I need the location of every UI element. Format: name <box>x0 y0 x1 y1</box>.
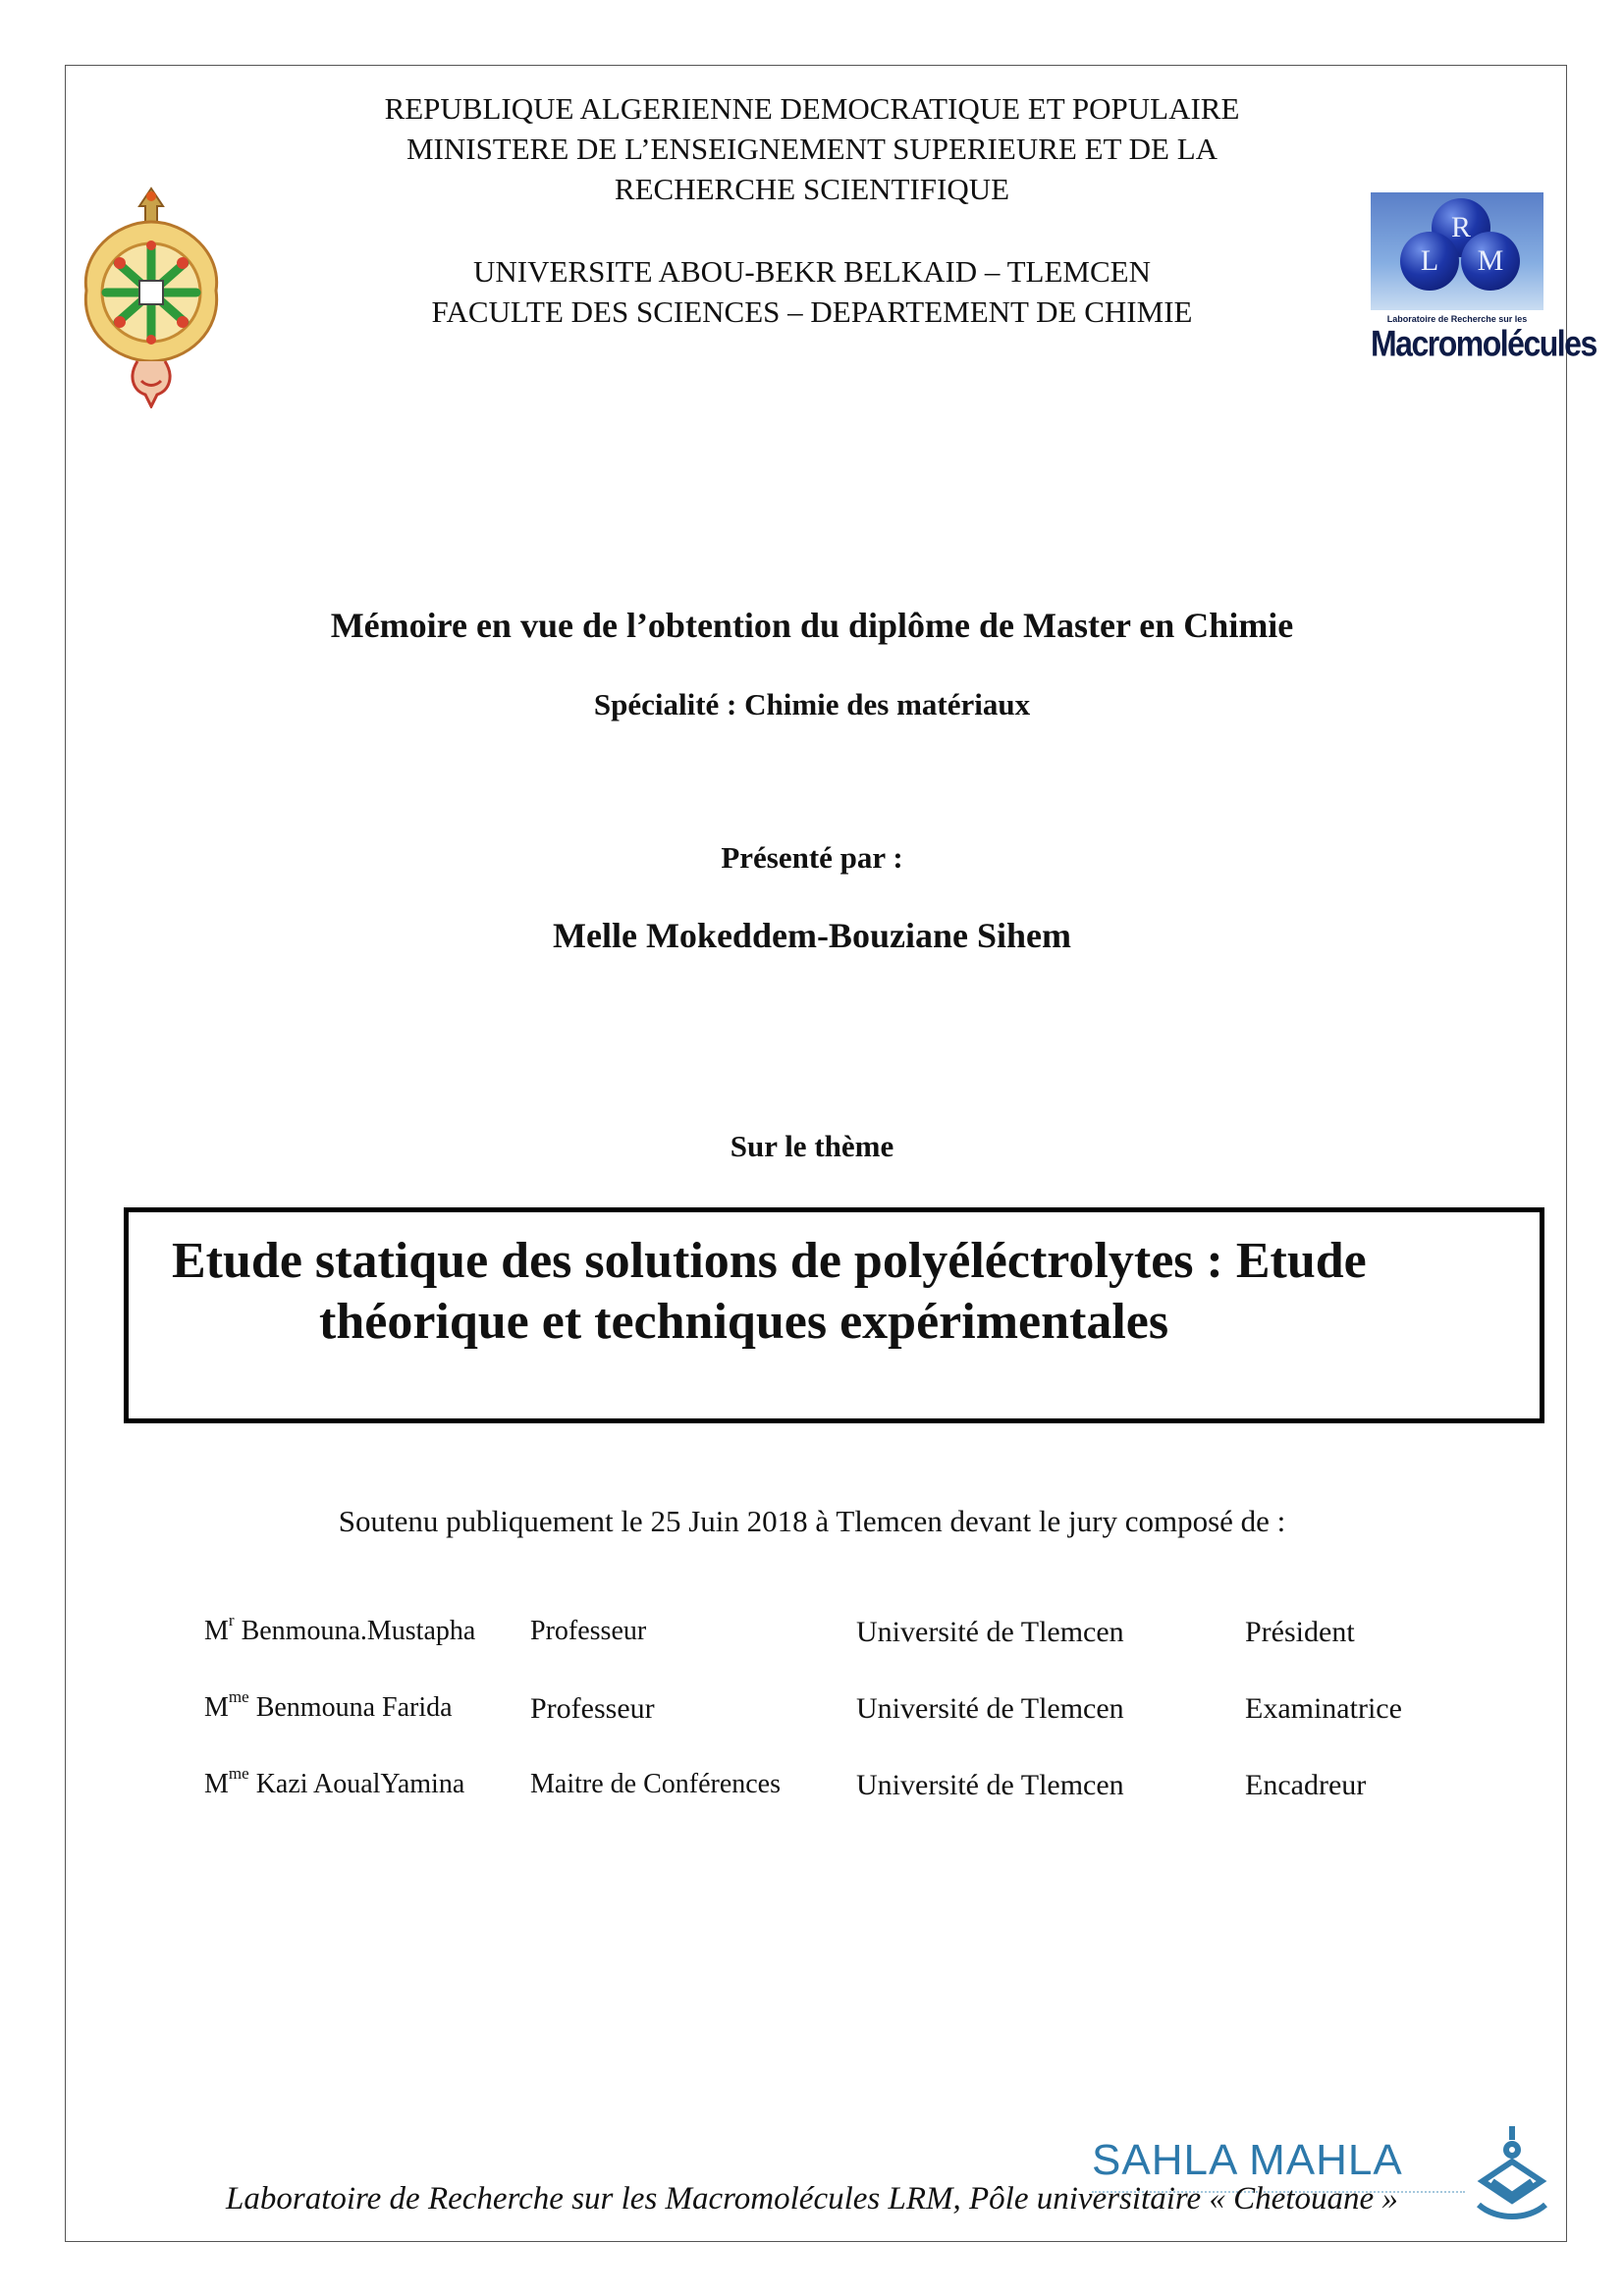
university-emblem-icon <box>79 185 224 408</box>
jury-member-rank: Professeur <box>530 1692 655 1725</box>
degree-title: Mémoire en vue de l’obtention du diplôme de Master en Chimie <box>330 606 1294 645</box>
jury-member-rank: Maitre de Conférences <box>530 1769 781 1799</box>
header-ministry: MINISTERE DE L’ENSEIGNEMENT SUPERIEURE ET DE LA <box>406 132 1218 166</box>
jury-member-institution: Université de Tlemcen <box>856 1769 1124 1801</box>
jury-member-role: Président <box>1245 1616 1355 1648</box>
jury-member-role: Examinatrice <box>1245 1692 1402 1725</box>
header-research: RECHERCHE SCIENTIFIQUE <box>614 172 1010 206</box>
jury-member-name: $M^{me}$ Kazi AoualYamina <box>204 1764 465 1799</box>
lrm-sphere-r: R <box>1432 198 1490 257</box>
lrm-logo <box>1371 192 1597 364</box>
watermark-text: SAHLA MAHLA <box>1092 2136 1403 2184</box>
lrm-sphere-l: L <box>1400 232 1459 291</box>
presented-by-label: Présenté par : <box>721 840 903 875</box>
jury-member-rank: Professeur <box>530 1616 647 1646</box>
specialty: Spécialité : Chimie des matériaux <box>593 687 1031 721</box>
lrm-sphere-m: M <box>1461 232 1520 291</box>
lrm-caption: Laboratoire de Recherche sur les <box>1386 314 1528 324</box>
lrm-name: Macromolécules <box>1371 323 1597 364</box>
jury-member-institution: Université de Tlemcen <box>856 1692 1124 1725</box>
jury-member-name: $M^{me}$ Benmouna Farida <box>204 1687 453 1723</box>
sahla-mahla-logo-icon <box>1473 2122 1551 2224</box>
author-name: Melle Mokeddem-Bouziane Sihem <box>553 916 1071 955</box>
thesis-title-box <box>124 1207 1544 1423</box>
jury-member-institution: Université de Tlemcen <box>856 1616 1124 1648</box>
header-republic: REPUBLIQUE ALGERIENNE DEMOCRATIQUE ET POPULAIRE <box>384 91 1240 126</box>
jury-member-name: $M^r$ Benmouna.Mustapha <box>204 1611 476 1646</box>
footer-laboratory: Laboratoire de Recherche sur les Macromolécules LRM, Pôle universitaire « Chetouane » <box>226 2181 1398 2216</box>
defense-statement: Soutenu publiquement le 25 Juin 2018 à Tlemcen devant le jury composé de : <box>338 1504 1286 1538</box>
header-faculty: FACULTE DES SCIENCES – DEPARTEMENT DE CHIMIE <box>431 294 1193 329</box>
thesis-title-line-1: Etude statique des solutions de polyéléctrolytes : Etude <box>172 1233 1367 1289</box>
header-university: UNIVERSITE ABOU-BEKR BELKAID – TLEMCEN <box>472 254 1151 289</box>
theme-label: Sur le thème <box>730 1129 894 1163</box>
thesis-title-line-2: théorique et techniques expérimentales <box>319 1294 1169 1350</box>
jury-member-role: Encadreur <box>1245 1769 1367 1801</box>
